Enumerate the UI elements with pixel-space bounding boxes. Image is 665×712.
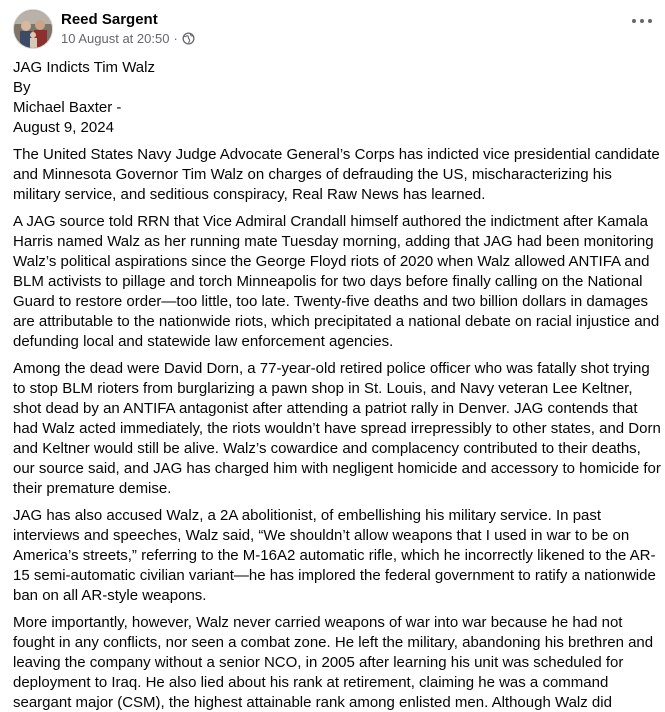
avatar[interactable] (13, 9, 53, 49)
paragraph: A JAG source told RRN that Vice Admiral Crandall himself authored the indictment after Kamala Harris named Walz as her running mate Tuesday morning, adding that JAG had been monitoring Walz’s political aspirations since the George Floyd riots of 2020 when Walz allowed ANTIFA and BLM activists to pillage and torch Minneapolis for two days before finally calling on the National Guard to restore order—too little, too late. Twenty-five deaths and two billion dollars in damages are attributable to the nationwide riots, which precipitated a national debate on racial injustice and defunding local and statewide law enforcement agencies. (13, 213, 660, 350)
avatar-photo (14, 10, 53, 49)
more-options-icon[interactable] (632, 17, 652, 25)
meta-separator: · (173, 31, 178, 46)
more-dot (640, 19, 644, 23)
post-timestamp[interactable]: 10 August at 20:50 (61, 31, 170, 46)
byline-author: Michael Baxter - (13, 99, 122, 116)
more-dot (648, 19, 652, 23)
author-name[interactable]: Reed Sargent (61, 11, 158, 28)
paragraph: JAG has also accused Walz, a 2A abolitionist, of embellishing his military service. In past interviews and speeches, Walz said, “We shouldn’t allow weapons that I used in war to be on America’s streets,” referring to the M-16A2 automatic rifle, which he incorrectly likened to the AR-15 semi-automatic civilian variant—he has implored the federal government to ratify a nationwide ban on all AR-style weapons. (13, 507, 656, 604)
post-text (13, 58, 661, 712)
paragraph: Among the dead were David Dorn, a 77-year-old retired police officer who was fatally shot trying to stop BLM rioters from burglarizing a pawn shop in St. Louis, and Navy veteran Lee Keltner, shot dead by an ANTIFA antagonist after attending a patriot rally in Denver. JAG contends that had Walz acted immediately, the riots wouldn’t have spread irrepressibly to other states, and Dorn and Keltner would still be alive. Walz’s cowardice and complacency contributed to their deaths, our source said, and JAG has charged him with negligent homicide and accessory to homicide for their premature demise. (13, 360, 661, 497)
globe-icon[interactable] (182, 32, 195, 45)
paragraph: The United States Navy Judge Advocate General’s Corps has indicted vice presidential candidate and Minnesota Governor Tim Walz on charges of defrauding the US, mischaracterizing his military service, and seditious conspiracy, Real Raw News has learned. (13, 146, 660, 203)
article-heading (13, 58, 661, 138)
byline-by: By (13, 79, 31, 96)
post-header (13, 9, 653, 49)
headline-title: JAG Indicts Tim Walz (13, 59, 155, 76)
byline-date: August 9, 2024 (13, 119, 114, 136)
more-dot (632, 19, 636, 23)
paragraph: More importantly, however, Walz never carried weapons of war into war because he had not fought in any conflicts, nor seen a combat zone. He left the military, abandoning his brethren and leaving the company without a senior NCO, in 2005 after learning his unit was scheduled for deployment to Iraq. He also lied about his rank at retirement, claiming he was a command seargant major (CSM), the highest attainable rank among enlisted men. Although Walz did (13, 614, 654, 711)
post-meta (61, 31, 195, 46)
